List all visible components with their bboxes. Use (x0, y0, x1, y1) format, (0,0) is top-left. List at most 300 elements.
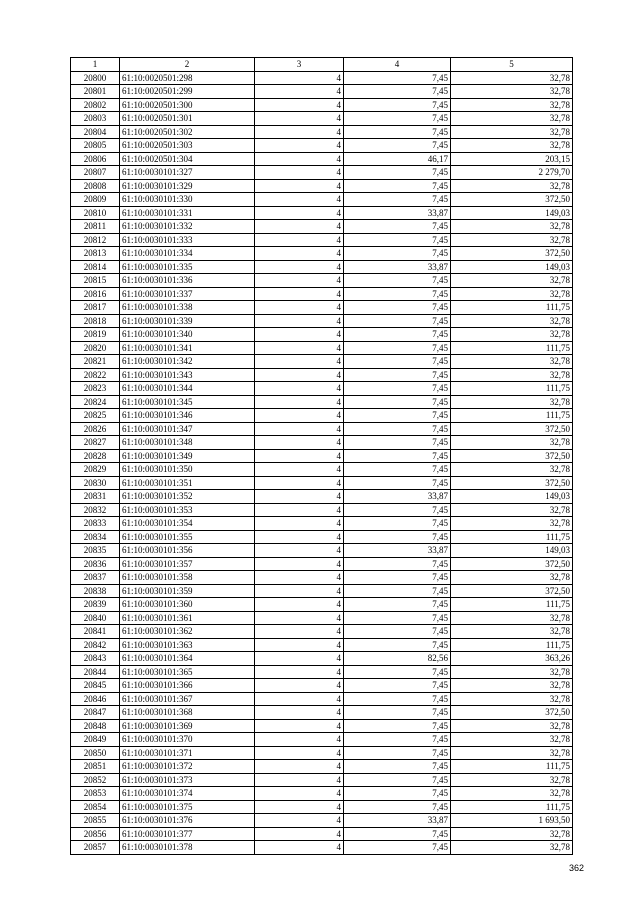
row-number-cell: 20814 (71, 260, 120, 274)
row-number-cell: 20815 (71, 274, 120, 288)
table-row (71, 152, 573, 166)
col3-cell: 4 (255, 530, 344, 544)
table-row (71, 598, 573, 612)
cadastral-number-cell: 61:10:0030101:372 (120, 760, 255, 774)
col3-cell: 4 (255, 841, 344, 855)
cadastral-number-cell: 61:10:0030101:359 (120, 584, 255, 598)
col5-cell: 32,78 (451, 220, 573, 234)
cadastral-number-cell: 61:10:0030101:342 (120, 355, 255, 369)
col5-cell: 32,78 (451, 314, 573, 328)
table-row (71, 355, 573, 369)
table-row (71, 544, 573, 558)
header-col-4: 4 (344, 58, 451, 72)
col4-cell: 7,45 (344, 341, 451, 355)
cadastral-number-cell: 61:10:0030101:349 (120, 449, 255, 463)
col3-cell: 4 (255, 490, 344, 504)
col5-cell: 32,78 (451, 179, 573, 193)
row-number-cell: 20838 (71, 584, 120, 598)
table-row (71, 409, 573, 423)
col3-cell: 4 (255, 422, 344, 436)
col5-cell: 32,78 (451, 233, 573, 247)
col3-cell: 4 (255, 679, 344, 693)
col5-cell: 111,75 (451, 598, 573, 612)
cadastral-number-cell: 61:10:0030101:346 (120, 409, 255, 423)
col3-cell: 4 (255, 665, 344, 679)
row-number-cell: 20832 (71, 503, 120, 517)
col4-cell: 7,45 (344, 193, 451, 207)
cadastral-number-cell: 61:10:0030101:370 (120, 733, 255, 747)
cadastral-number-cell: 61:10:0030101:333 (120, 233, 255, 247)
col3-cell: 4 (255, 314, 344, 328)
cadastral-number-cell: 61:10:0030101:336 (120, 274, 255, 288)
col5-cell: 111,75 (451, 301, 573, 315)
table-row (71, 827, 573, 841)
table-row (71, 314, 573, 328)
col3-cell: 4 (255, 166, 344, 180)
header-col-2: 2 (120, 58, 255, 72)
col3-cell: 4 (255, 328, 344, 342)
cadastral-number-cell: 61:10:0030101:362 (120, 625, 255, 639)
table-row (71, 760, 573, 774)
col3-cell: 4 (255, 368, 344, 382)
row-number-cell: 20830 (71, 476, 120, 490)
row-number-cell: 20829 (71, 463, 120, 477)
row-number-cell: 20812 (71, 233, 120, 247)
row-number-cell: 20823 (71, 382, 120, 396)
table-header (71, 58, 573, 72)
col3-cell: 4 (255, 382, 344, 396)
row-number-cell: 20804 (71, 125, 120, 139)
cadastral-number-cell: 61:10:0030101:360 (120, 598, 255, 612)
cadastral-number-cell: 61:10:0020501:302 (120, 125, 255, 139)
table-row (71, 206, 573, 220)
col3-cell: 4 (255, 98, 344, 112)
row-number-cell: 20822 (71, 368, 120, 382)
row-number-cell: 20818 (71, 314, 120, 328)
col5-cell: 32,78 (451, 517, 573, 531)
cadastral-number-cell: 61:10:0030101:371 (120, 746, 255, 760)
col5-cell: 111,75 (451, 638, 573, 652)
col5-cell: 111,75 (451, 530, 573, 544)
col5-cell: 32,78 (451, 719, 573, 733)
cadastral-number-cell: 61:10:0030101:335 (120, 260, 255, 274)
col5-cell: 32,78 (451, 571, 573, 585)
col4-cell: 7,45 (344, 584, 451, 598)
col5-cell: 32,78 (451, 841, 573, 855)
row-number-cell: 20806 (71, 152, 120, 166)
row-number-cell: 20817 (71, 301, 120, 315)
col5-cell: 149,03 (451, 490, 573, 504)
row-number-cell: 20800 (71, 71, 120, 85)
col4-cell: 7,45 (344, 719, 451, 733)
col5-cell: 111,75 (451, 382, 573, 396)
table-row (71, 166, 573, 180)
col5-cell: 32,78 (451, 112, 573, 126)
cadastral-number-cell: 61:10:0030101:357 (120, 557, 255, 571)
col3-cell: 4 (255, 193, 344, 207)
col4-cell: 7,45 (344, 422, 451, 436)
col5-cell: 32,78 (451, 611, 573, 625)
col4-cell: 33,87 (344, 490, 451, 504)
row-number-cell: 20856 (71, 827, 120, 841)
table-row (71, 584, 573, 598)
col5-cell: 32,78 (451, 746, 573, 760)
cadastral-number-cell: 61:10:0030101:329 (120, 179, 255, 193)
col4-cell: 33,87 (344, 260, 451, 274)
col3-cell: 4 (255, 125, 344, 139)
col5-cell: 32,78 (451, 328, 573, 342)
cadastral-number-cell: 61:10:0030101:352 (120, 490, 255, 504)
table-row (71, 449, 573, 463)
row-number-cell: 20853 (71, 787, 120, 801)
cadastral-number-cell: 61:10:0030101:340 (120, 328, 255, 342)
col4-cell: 7,45 (344, 517, 451, 531)
table-row (71, 665, 573, 679)
row-number-cell: 20857 (71, 841, 120, 855)
col4-cell: 7,45 (344, 166, 451, 180)
table-row (71, 341, 573, 355)
col5-cell: 372,50 (451, 584, 573, 598)
row-number-cell: 20803 (71, 112, 120, 126)
table-row (71, 692, 573, 706)
table-row (71, 719, 573, 733)
col3-cell: 4 (255, 179, 344, 193)
cadastral-number-cell: 61:10:0020501:304 (120, 152, 255, 166)
col3-cell: 4 (255, 71, 344, 85)
col5-cell: 32,78 (451, 395, 573, 409)
table-row (71, 328, 573, 342)
cadastral-number-cell: 61:10:0030101:361 (120, 611, 255, 625)
col5-cell: 372,50 (451, 422, 573, 436)
col5-cell: 149,03 (451, 544, 573, 558)
row-number-cell: 20811 (71, 220, 120, 234)
col3-cell: 4 (255, 112, 344, 126)
cadastral-number-cell: 61:10:0030101:354 (120, 517, 255, 531)
col5-cell: 111,75 (451, 760, 573, 774)
row-number-cell: 20801 (71, 85, 120, 99)
row-number-cell: 20810 (71, 206, 120, 220)
cadastral-number-cell: 61:10:0030101:356 (120, 544, 255, 558)
col5-cell: 372,50 (451, 193, 573, 207)
col4-cell: 7,45 (344, 463, 451, 477)
col4-cell: 7,45 (344, 355, 451, 369)
table-row (71, 287, 573, 301)
col5-cell: 372,50 (451, 706, 573, 720)
col3-cell: 4 (255, 706, 344, 720)
row-number-cell: 20841 (71, 625, 120, 639)
cadastral-number-cell: 61:10:0030101:347 (120, 422, 255, 436)
col3-cell: 4 (255, 206, 344, 220)
col4-cell: 7,45 (344, 665, 451, 679)
col5-cell: 32,78 (451, 679, 573, 693)
row-number-cell: 20836 (71, 557, 120, 571)
col3-cell: 4 (255, 355, 344, 369)
col3-cell: 4 (255, 625, 344, 639)
cadastral-number-cell: 61:10:0030101:368 (120, 706, 255, 720)
cadastral-number-cell: 61:10:0030101:375 (120, 800, 255, 814)
col3-cell: 4 (255, 233, 344, 247)
col4-cell: 33,87 (344, 814, 451, 828)
col4-cell: 7,45 (344, 328, 451, 342)
cadastral-number-cell: 61:10:0030101:376 (120, 814, 255, 828)
table-row (71, 746, 573, 760)
col3-cell: 4 (255, 341, 344, 355)
col4-cell: 7,45 (344, 409, 451, 423)
row-number-cell: 20831 (71, 490, 120, 504)
table-row (71, 517, 573, 531)
col5-cell: 1 693,50 (451, 814, 573, 828)
row-number-cell: 20820 (71, 341, 120, 355)
page-number: 362 (568, 863, 584, 873)
col4-cell: 7,45 (344, 476, 451, 490)
row-number-cell: 20807 (71, 166, 120, 180)
table-row (71, 179, 573, 193)
col3-cell: 4 (255, 827, 344, 841)
cadastral-number-cell: 61:10:0030101:344 (120, 382, 255, 396)
col3-cell: 4 (255, 746, 344, 760)
col4-cell: 7,45 (344, 746, 451, 760)
col4-cell: 7,45 (344, 841, 451, 855)
col3-cell: 4 (255, 773, 344, 787)
col4-cell: 7,45 (344, 503, 451, 517)
col3-cell: 4 (255, 287, 344, 301)
cadastral-number-cell: 61:10:0030101:337 (120, 287, 255, 301)
col4-cell: 7,45 (344, 314, 451, 328)
col3-cell: 4 (255, 571, 344, 585)
col3-cell: 4 (255, 800, 344, 814)
col4-cell: 7,45 (344, 733, 451, 747)
col4-cell: 7,45 (344, 625, 451, 639)
col5-cell: 32,78 (451, 827, 573, 841)
col5-cell: 111,75 (451, 409, 573, 423)
cadastral-number-cell: 61:10:0020501:299 (120, 85, 255, 99)
col3-cell: 4 (255, 787, 344, 801)
col5-cell: 32,78 (451, 85, 573, 99)
col4-cell: 7,45 (344, 247, 451, 261)
cadastral-number-cell: 61:10:0030101:330 (120, 193, 255, 207)
col3-cell: 4 (255, 436, 344, 450)
cadastral-number-cell: 61:10:0030101:363 (120, 638, 255, 652)
table-row (71, 571, 573, 585)
col4-cell: 7,45 (344, 395, 451, 409)
table-row (71, 841, 573, 855)
table-body (71, 71, 573, 854)
col5-cell: 2 279,70 (451, 166, 573, 180)
col3-cell: 4 (255, 463, 344, 477)
col4-cell: 7,45 (344, 800, 451, 814)
cadastral-number-cell: 61:10:0030101:353 (120, 503, 255, 517)
table-row (71, 611, 573, 625)
cadastral-number-cell: 61:10:0030101:366 (120, 679, 255, 693)
col4-cell: 7,45 (344, 760, 451, 774)
table-row (71, 652, 573, 666)
table-row (71, 557, 573, 571)
col5-cell: 111,75 (451, 341, 573, 355)
col4-cell: 7,45 (344, 827, 451, 841)
col5-cell: 32,78 (451, 503, 573, 517)
cadastral-number-cell: 61:10:0030101:343 (120, 368, 255, 382)
cadastral-number-cell: 61:10:0030101:339 (120, 314, 255, 328)
row-number-cell: 20852 (71, 773, 120, 787)
table-row (71, 733, 573, 747)
col4-cell: 7,45 (344, 368, 451, 382)
row-number-cell: 20802 (71, 98, 120, 112)
row-number-cell: 20805 (71, 139, 120, 153)
col3-cell: 4 (255, 584, 344, 598)
row-number-cell: 20809 (71, 193, 120, 207)
col5-cell: 32,78 (451, 274, 573, 288)
col4-cell: 7,45 (344, 679, 451, 693)
table-row (71, 85, 573, 99)
row-number-cell: 20840 (71, 611, 120, 625)
cadastral-number-cell: 61:10:0030101:369 (120, 719, 255, 733)
cadastral-number-cell: 61:10:0030101:364 (120, 652, 255, 666)
cadastral-number-cell: 61:10:0030101:365 (120, 665, 255, 679)
col3-cell: 4 (255, 395, 344, 409)
col4-cell: 7,45 (344, 233, 451, 247)
row-number-cell: 20813 (71, 247, 120, 261)
col5-cell: 32,78 (451, 625, 573, 639)
cadastral-number-cell: 61:10:0030101:350 (120, 463, 255, 477)
col4-cell: 7,45 (344, 125, 451, 139)
table-row (71, 530, 573, 544)
col3-cell: 4 (255, 557, 344, 571)
row-number-cell: 20850 (71, 746, 120, 760)
cadastral-number-cell: 61:10:0030101:351 (120, 476, 255, 490)
table-row (71, 368, 573, 382)
col3-cell: 4 (255, 760, 344, 774)
table-row (71, 233, 573, 247)
cadastral-number-cell: 61:10:0030101:367 (120, 692, 255, 706)
row-number-cell: 20847 (71, 706, 120, 720)
row-number-cell: 20824 (71, 395, 120, 409)
col4-cell: 7,45 (344, 71, 451, 85)
col5-cell: 372,50 (451, 247, 573, 261)
header-col-3: 3 (255, 58, 344, 72)
row-number-cell: 20854 (71, 800, 120, 814)
col4-cell: 7,45 (344, 112, 451, 126)
col3-cell: 4 (255, 220, 344, 234)
cadastral-number-cell: 61:10:0020501:300 (120, 98, 255, 112)
table-row (71, 301, 573, 315)
col3-cell: 4 (255, 301, 344, 315)
row-number-cell: 20825 (71, 409, 120, 423)
col4-cell: 7,45 (344, 530, 451, 544)
table-row (71, 382, 573, 396)
col5-cell: 372,50 (451, 557, 573, 571)
col3-cell: 4 (255, 652, 344, 666)
row-number-cell: 20842 (71, 638, 120, 652)
row-number-cell: 20845 (71, 679, 120, 693)
col3-cell: 4 (255, 517, 344, 531)
col5-cell: 363,26 (451, 652, 573, 666)
cadastral-number-cell: 61:10:0030101:334 (120, 247, 255, 261)
header-col-5: 5 (451, 58, 573, 72)
col4-cell: 7,45 (344, 557, 451, 571)
col3-cell: 4 (255, 611, 344, 625)
header-row (71, 58, 573, 72)
cadastral-number-cell: 61:10:0020501:303 (120, 139, 255, 153)
col4-cell: 7,45 (344, 449, 451, 463)
col3-cell: 4 (255, 409, 344, 423)
col4-cell: 46,17 (344, 152, 451, 166)
row-number-cell: 20837 (71, 571, 120, 585)
table-row (71, 112, 573, 126)
col4-cell: 33,87 (344, 206, 451, 220)
col5-cell: 32,78 (451, 733, 573, 747)
col4-cell: 7,45 (344, 436, 451, 450)
table-row (71, 247, 573, 261)
cadastral-number-cell: 61:10:0030101:331 (120, 206, 255, 220)
col3-cell: 4 (255, 544, 344, 558)
col3-cell: 4 (255, 139, 344, 153)
table-row (71, 193, 573, 207)
cadastral-number-cell: 61:10:0030101:374 (120, 787, 255, 801)
col4-cell: 82,56 (344, 652, 451, 666)
row-number-cell: 20848 (71, 719, 120, 733)
cadastral-number-cell: 61:10:0030101:373 (120, 773, 255, 787)
col5-cell: 32,78 (451, 773, 573, 787)
col5-cell: 32,78 (451, 787, 573, 801)
table-row (71, 125, 573, 139)
table-row (71, 800, 573, 814)
cadastral-number-cell: 61:10:0030101:327 (120, 166, 255, 180)
col5-cell: 149,03 (451, 206, 573, 220)
table-row (71, 638, 573, 652)
col4-cell: 7,45 (344, 706, 451, 720)
col4-cell: 7,45 (344, 692, 451, 706)
col4-cell: 33,87 (344, 544, 451, 558)
col3-cell: 4 (255, 449, 344, 463)
col4-cell: 7,45 (344, 98, 451, 112)
col4-cell: 7,45 (344, 638, 451, 652)
col4-cell: 7,45 (344, 85, 451, 99)
col5-cell: 149,03 (451, 260, 573, 274)
col4-cell: 7,45 (344, 787, 451, 801)
col3-cell: 4 (255, 152, 344, 166)
row-number-cell: 20835 (71, 544, 120, 558)
table-row (71, 503, 573, 517)
row-number-cell: 20839 (71, 598, 120, 612)
col4-cell: 7,45 (344, 598, 451, 612)
col5-cell: 32,78 (451, 98, 573, 112)
row-number-cell: 20833 (71, 517, 120, 531)
col4-cell: 7,45 (344, 382, 451, 396)
col3-cell: 4 (255, 247, 344, 261)
table-row (71, 274, 573, 288)
col4-cell: 7,45 (344, 274, 451, 288)
col4-cell: 7,45 (344, 220, 451, 234)
row-number-cell: 20826 (71, 422, 120, 436)
col4-cell: 7,45 (344, 287, 451, 301)
col5-cell: 32,78 (451, 463, 573, 477)
table-row (71, 625, 573, 639)
table-row (71, 260, 573, 274)
table-row (71, 98, 573, 112)
col5-cell: 372,50 (451, 449, 573, 463)
cadastral-number-cell: 61:10:0030101:332 (120, 220, 255, 234)
cadastral-number-cell: 61:10:0030101:378 (120, 841, 255, 855)
col5-cell: 32,78 (451, 355, 573, 369)
row-number-cell: 20844 (71, 665, 120, 679)
cadastral-number-cell: 61:10:0020501:298 (120, 71, 255, 85)
col3-cell: 4 (255, 814, 344, 828)
col5-cell: 32,78 (451, 368, 573, 382)
col5-cell: 32,78 (451, 287, 573, 301)
table-row (71, 463, 573, 477)
col4-cell: 7,45 (344, 139, 451, 153)
table-row (71, 679, 573, 693)
